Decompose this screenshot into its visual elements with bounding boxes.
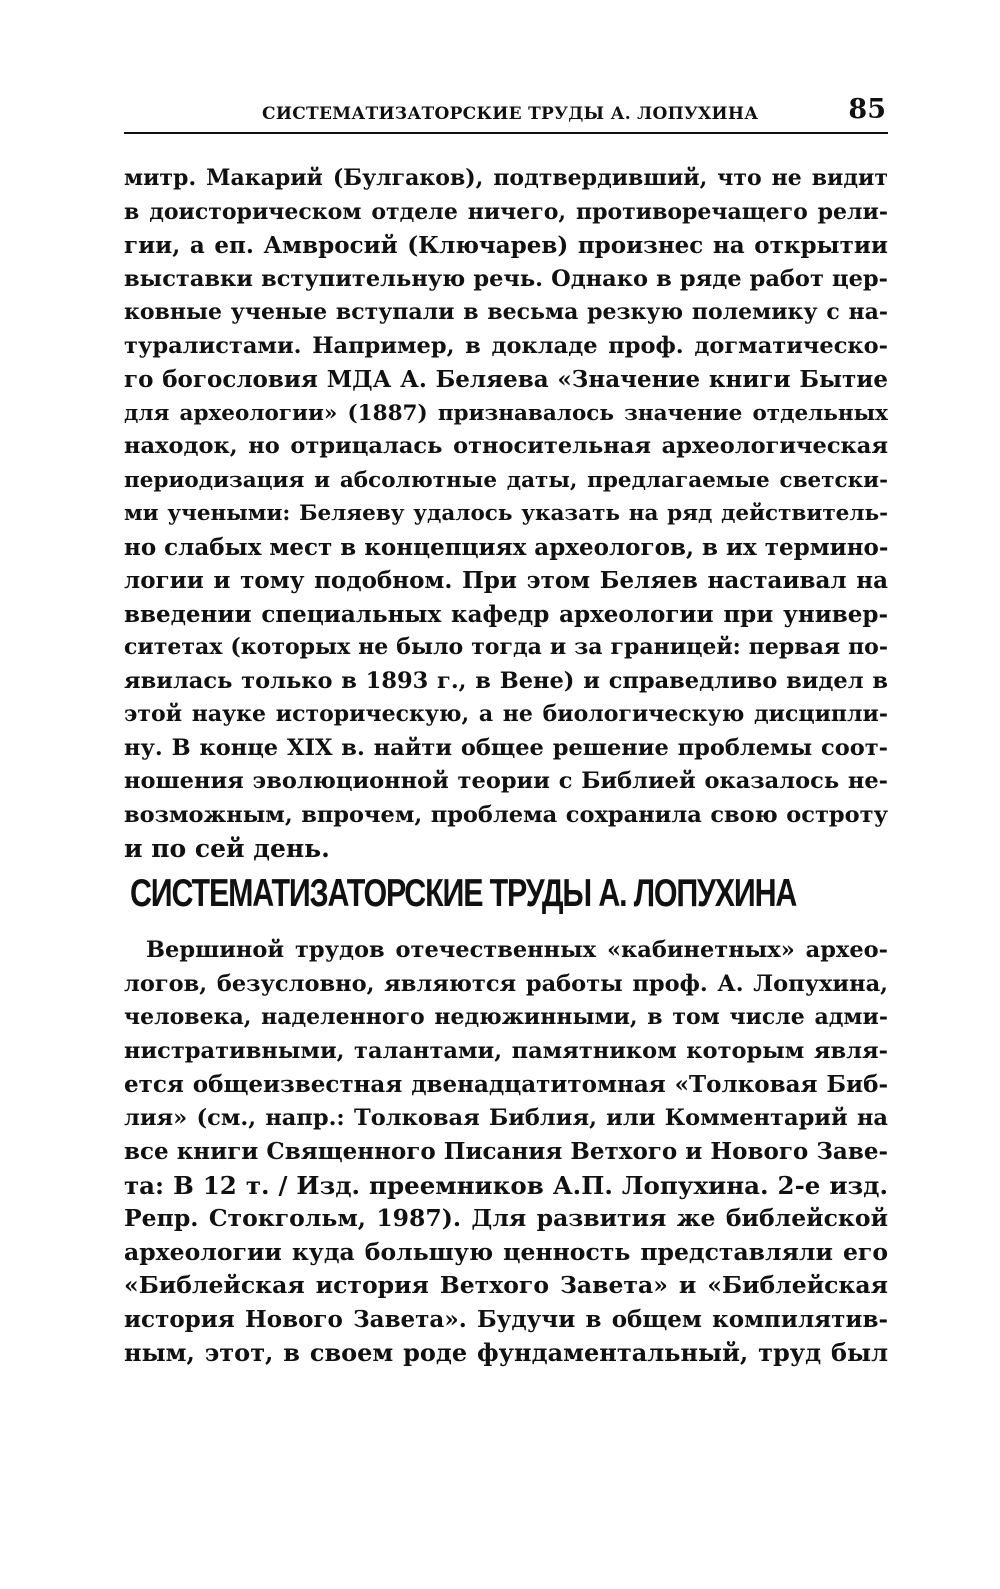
text-line: в доисторическом отделе ничего, противоречащего рели- xyxy=(124,198,888,225)
text-line: человека, наделенного недюжинными, в том числе адми- xyxy=(124,1004,888,1030)
text-line: этой науке историческую, а не биологическую дисципли- xyxy=(124,701,888,727)
paragraph-2 xyxy=(124,934,888,1370)
text-line: для археологии» (1887) признавалось значение отдельных xyxy=(124,400,888,426)
text-line: ми учеными: Беляеву удалось указать на ряд действитель- xyxy=(124,501,888,526)
text-line: выставки вступительную речь. Однако в ряде работ цер- xyxy=(124,265,888,292)
text-line: введении специальных кафедр археологии при универ- xyxy=(124,600,888,628)
text-line: логии и тому подобном. При этом Беляев настаивал на xyxy=(124,567,888,594)
text-line: но слабых мест в концепциях археологов, в их термино- xyxy=(124,533,888,561)
text-line: ну. В конце XIX в. найти общее решение проблемы соот- xyxy=(124,734,888,761)
text-line: туралистами. Например, в докладе проф. догматическо- xyxy=(124,332,888,359)
text-line: лия» (см., напр.: Толковая Библия, или Комментарий на xyxy=(124,1104,888,1131)
text-line: та: В 12 т. / Изд. преемников А.П. Лопухина. 2-е изд. xyxy=(124,1170,888,1200)
text-line: ковные ученые вступали в весьма резкую полемику с на- xyxy=(124,299,888,325)
text-line: и по сей день. xyxy=(124,834,330,863)
running-header xyxy=(124,92,888,134)
page-number: 85 xyxy=(848,94,886,125)
text-line: гии, а еп. Амвросий (Ключарев) произнес на открытии xyxy=(124,232,888,259)
text-line: го богословия МДА А. Беляева «Значение книги Бытие xyxy=(124,366,888,393)
text-line: ется общеизвестная двенадцатитомная «Толковая Биб- xyxy=(124,1071,888,1098)
text-line: периодизация и абсолютные даты, предлагаемые светски- xyxy=(124,467,888,493)
text-line: ситетах (которых не было тогда и за границей: первая по- xyxy=(124,634,888,660)
text-line: нистративными, талантами, памятником которым явля- xyxy=(124,1037,888,1064)
text-line: ным, этот, в своем роде фундаментальный, труд был xyxy=(124,1338,888,1367)
text-line: возможным, впрочем, проблема сохранила свою остроту xyxy=(124,801,888,828)
text-line: митр. Макарий (Булгаков), подтвердивший, что не видит xyxy=(124,165,888,191)
text-line: Репр. Стокгольм, 1987). Для развития же библейской xyxy=(124,1204,888,1232)
text-line: все книги Священного Писания Ветхого и Нового Заве- xyxy=(124,1138,888,1165)
text-line: археологии куда большую ценность представляли его xyxy=(124,1237,888,1266)
text-line: ношения эволюционной теории с Библией оказалось не- xyxy=(124,768,888,794)
text-line: Вершиной трудов отечественных «кабинетных» архео- xyxy=(146,937,888,963)
text-line: явилась только в 1893 г., в Вене) и справедливо видел в xyxy=(124,667,888,694)
text-line: история Нового Завета». Будучи в общем компилятив- xyxy=(124,1305,888,1333)
text-line: «Библейская история Ветхого Завета» и «Библейская xyxy=(124,1271,888,1299)
paragraph-1 xyxy=(124,162,888,866)
running-title: СИСТЕМАТИЗАТОРСКИЕ ТРУДЫ А. ЛОПУХИНА xyxy=(262,104,759,124)
text-line: находок, но отрицалась относительная археологическая xyxy=(124,433,888,459)
text-line: логов, безусловно, являются работы проф. А. Лопухина, xyxy=(124,970,888,997)
section-heading: СИСТЕМАТИЗАТОРСКИЕ ТРУДЫ А. ЛОПУХИНА xyxy=(130,872,797,915)
